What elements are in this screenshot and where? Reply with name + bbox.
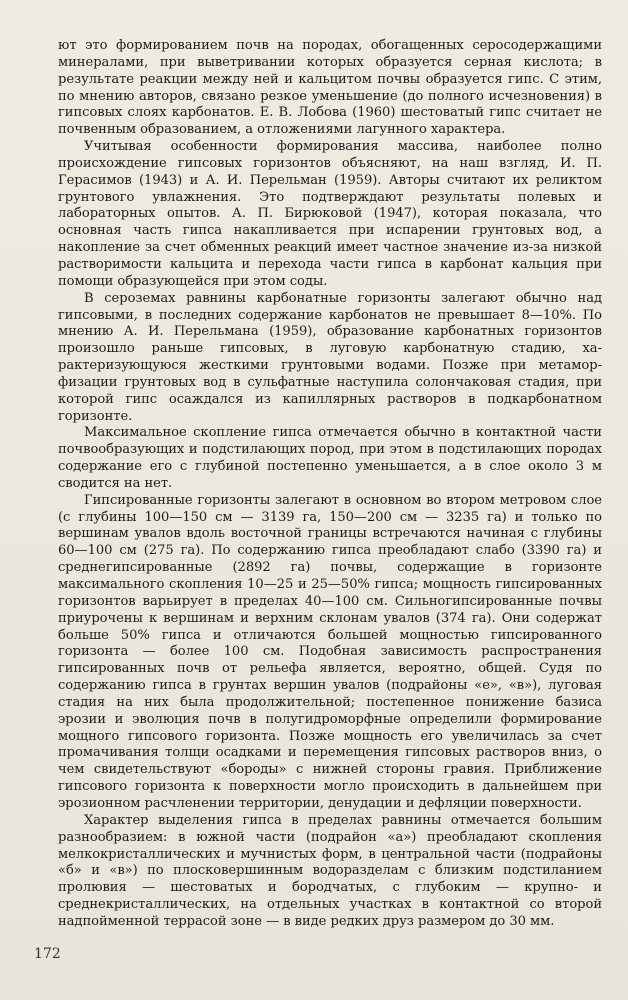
paragraph: В сероземах равнины карбонатные горизонты залегают обычно над гипсовыми, в последних содержание карбонатов не превышает 8—10%. По мнению А. И. Перельмана (1959), образование карбонатных горизонтов произошло раньше гипсовых, в луговую карбонатную стадию, характеризующуюся жесткими грунтовыми водами. Позже при метаморфизации грунтовых вод в сульфатные наступила солончаковая стадия, при которой гипс осаждался из капиллярных растворов в подкарбонатном горизонте. (58, 290, 602, 424)
paragraph: Максимальное скопление гипса отмечается обычно в контактной части почвообразующих и подстилающих пород, при этом в подстилающих породах содержание его с глубиной постепенно уменьшается, а в слое около 3 м сводится на нет. (58, 425, 602, 491)
paragraph: Гипсированные горизонты залегают в основном во втором метровом слое (с глубины 100—150 см — 3139 га, 150—200 см — 3235 га) и только по вершинам увалов вдоль восточной границы встречаются начиная с глубины 60—100 см (275 га). По содержанию гипса преобладают слабо (3390 га) и среднегипсированные (2892 га) почвы, содержащие в горизонте максимального скопления 10—25 и 25—50% гипса; мощность гипсированных горизонтов варьирует в пределах 40—100 см. Сильногипсированные почвы приурочены к вершинам и верхним склонам увалов (374 га). Они содержат больше 50% гипса и отличаются большей мощностью гипсированного горизонта — более 100 см. Подобная зависимость распространения гипсированных почв от рельефа является, вероятно, общей. Судя по содержанию гипса в грунтах вершин увалов (подрайоны «е», «в»), луговая стадия на них была продолжительной; постепенное понижение базиса эрозии и эволюция почв в полугидроморфные определили формирование мощного гипсового горизонта. Позже мощность его увеличилась за счет промачивания толщи осадками и перемещения гипсовых растворов вниз, о чем свидетельствуют «бороды» с нижней стороны гравия. Приближение гипсового горизонта к поверхности могло происходить в дальнейшем при эрозионном расчленении территории, денудации и дефляции поверхности. (58, 492, 602, 811)
paragraph: Учитывая особенности формирования массива, наиболее полно происхождение гипсовых горизонтов объясняют, на наш взгляд, И. П. Герасимов (1943) и А. И. Перельман (1959). Авторы считают их реликтом грунтового увлажнения. Это подтверждают результаты полевых и лабораторных опытов. А. П. Бирюковой (1947), которая показала, что основная часть гипса накапливается при испарении грунтовых вод, а накопление за счет обменных реакций имеет частное значение из-за низкой растворимости кальцита и перехода части гипса в карбонат кальция при помощи образующейся при этом соды. (58, 139, 602, 289)
paragraph: Характер выделения гипса в пределах равнины отмечается большим разнообразием: в южной части (подрайон «а») преобладают скопления мелкокристаллических и мучнистых форм, в центральной части (подрайоны «б» и «в») по плосковершинным водоразделам с близким подстиланием пролювия — шестоватых и бородчатых, с глубоким — крупно- и среднекристаллических, на отдельных участках в контактной со второй надпойменной террасой зоне — в виде редких друз размером до 30 мм. (58, 812, 602, 929)
body-text (58, 38, 602, 931)
page-number: 172 (34, 946, 61, 962)
paragraph: ют это формированием почв на породах, обогащенных серосодержащими минералами, при выветривании которых образуется серная кислота; в результате реакции между ней и кальцитом почвы образуется гипс. С этим, по мнению авторов, связано резкое уменьшение (до полного исчезновения) в гипсовых слоях карбонатов. Е. В. Лобова (1960) шестоватый гипс считает не почвенным образованием, а отложениями лагунного характера. (58, 38, 602, 138)
